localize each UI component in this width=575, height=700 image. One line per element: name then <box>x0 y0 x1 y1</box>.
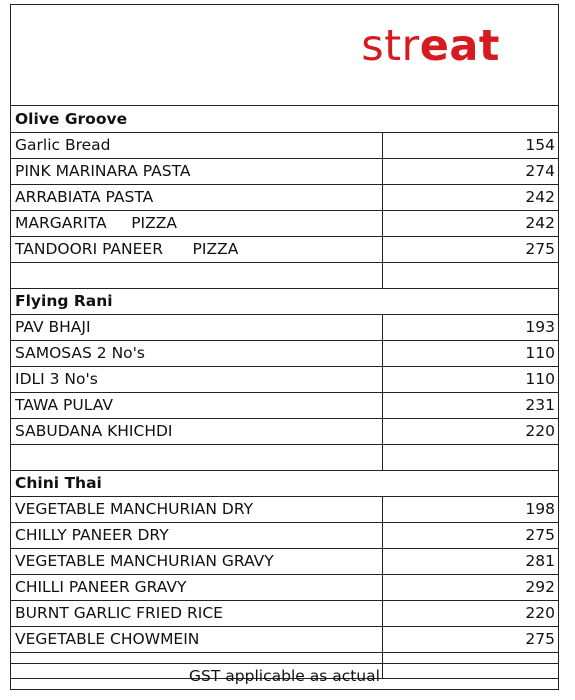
section-header-row <box>11 106 558 132</box>
menu-item-row <box>11 600 558 626</box>
item-name: IDLI 3 No's <box>11 366 382 392</box>
menu-item-row <box>11 132 558 158</box>
item-price: 220 <box>382 418 558 444</box>
section-title: Chini Thai <box>11 470 558 496</box>
menu-item-row <box>11 314 558 340</box>
item-name: SAMOSAS 2 No's <box>11 340 382 366</box>
item-price: 292 <box>382 574 558 600</box>
item-name: Garlic Bread <box>11 132 382 158</box>
item-name: BURNT GARLIC FRIED RICE <box>11 600 382 626</box>
menu-item-row <box>11 522 558 548</box>
spacer-cell <box>382 444 558 470</box>
menu-table <box>11 106 558 679</box>
menu-item-row <box>11 210 558 236</box>
item-name: PAV BHAJI <box>11 314 382 340</box>
spacer-row <box>11 262 558 288</box>
item-name: CHILLY PANEER DRY <box>11 522 382 548</box>
item-price: 198 <box>382 496 558 522</box>
item-price: 231 <box>382 392 558 418</box>
menu-item-row <box>11 236 558 262</box>
menu-item-row <box>11 392 558 418</box>
section-title: Olive Groove <box>11 106 558 132</box>
item-price: 154 <box>382 132 558 158</box>
item-name: TAWA PULAV <box>11 392 382 418</box>
item-name: MARGARITA PIZZA <box>11 210 382 236</box>
item-price: 193 <box>382 314 558 340</box>
item-name: TANDOORI PANEER PIZZA <box>11 236 382 262</box>
item-name: VEGETABLE MANCHURIAN GRAVY <box>11 548 382 574</box>
menu-item-row <box>11 418 558 444</box>
item-name: VEGETABLE MANCHURIAN DRY <box>11 496 382 522</box>
section-header-row <box>11 288 558 314</box>
item-price: 220 <box>382 600 558 626</box>
item-price: 281 <box>382 548 558 574</box>
menu-sheet <box>10 4 559 690</box>
item-name: VEGETABLE CHOWMEIN <box>11 626 382 652</box>
spacer-cell <box>11 262 382 288</box>
menu-item-row <box>11 548 558 574</box>
menu-item-row <box>11 496 558 522</box>
item-price: 110 <box>382 366 558 392</box>
item-name: CHILLI PANEER GRAVY <box>11 574 382 600</box>
item-price: 275 <box>382 236 558 262</box>
menu-item-row <box>11 340 558 366</box>
spacer-cell <box>11 444 382 470</box>
item-name: PINK MARINARA PASTA <box>11 158 382 184</box>
streat-logo <box>361 21 500 71</box>
menu-item-row <box>11 184 558 210</box>
menu-item-row <box>11 574 558 600</box>
item-name: ARRABIATA PASTA <box>11 184 382 210</box>
section-header-row <box>11 470 558 496</box>
menu-table-body <box>11 106 558 678</box>
spacer-row <box>11 444 558 470</box>
menu-header <box>11 5 558 106</box>
gst-note: GST applicable as actual <box>11 663 558 689</box>
item-name: SABUDANA KHICHDI <box>11 418 382 444</box>
item-price: 242 <box>382 184 558 210</box>
section-title: Flying Rani <box>11 288 558 314</box>
item-price: 274 <box>382 158 558 184</box>
item-price: 242 <box>382 210 558 236</box>
menu-item-row <box>11 158 558 184</box>
item-price: 275 <box>382 626 558 652</box>
logo-suffix: eat <box>419 21 500 71</box>
item-price: 275 <box>382 522 558 548</box>
menu-item-row <box>11 626 558 652</box>
menu-item-row <box>11 366 558 392</box>
item-price: 110 <box>382 340 558 366</box>
logo-prefix: str <box>361 21 420 71</box>
spacer-cell <box>382 262 558 288</box>
